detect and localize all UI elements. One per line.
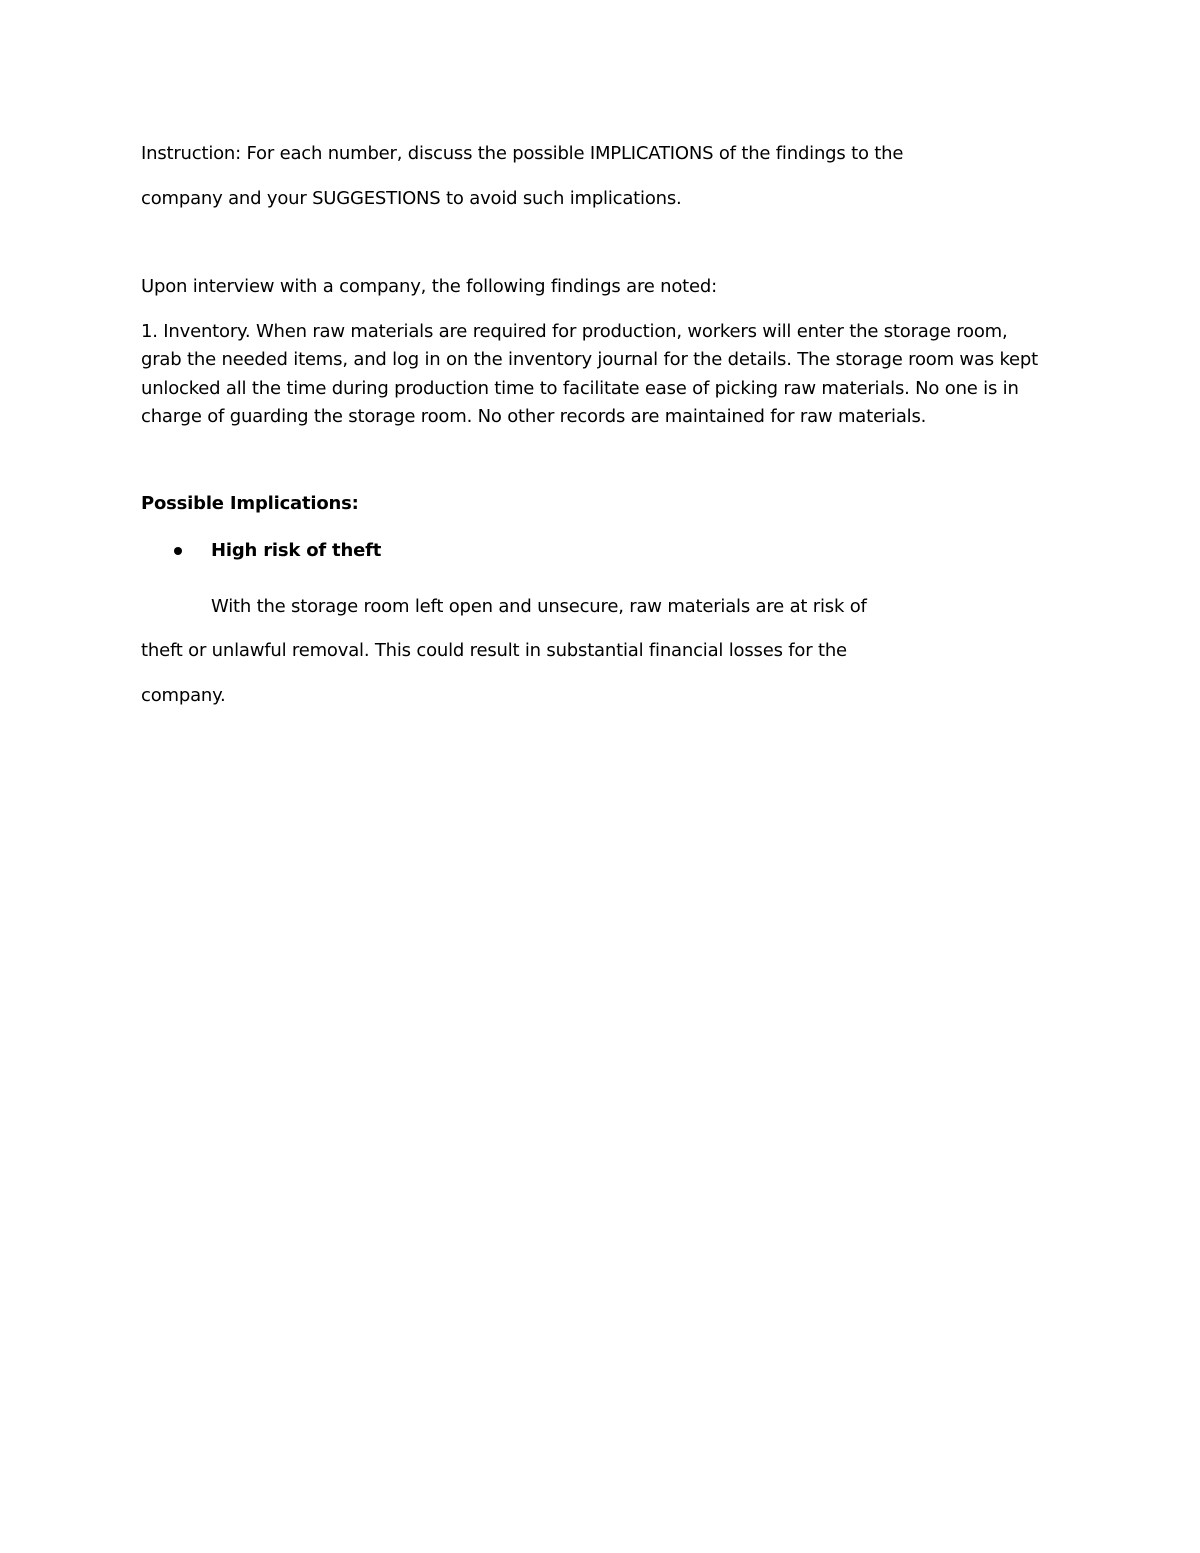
bullet-icon xyxy=(174,547,182,555)
finding-line-3: unlocked all the time during production time to facilitate ease of picking raw materials. No one is in xyxy=(141,378,1019,399)
finding-line-4: charge of guarding the storage room. No other records are maintained for raw materials. xyxy=(141,406,927,427)
implication-paragraph-line-2: theft or unlawful removal. This could result in substantial financial losses for the xyxy=(141,640,847,661)
implications-heading: Possible Implications: xyxy=(141,493,359,514)
intro-text: Upon interview with a company, the following findings are noted: xyxy=(141,276,718,297)
instruction-line-1: Instruction: For each number, discuss the possible IMPLICATIONS of the findings to the xyxy=(141,143,904,164)
finding-line-1: 1. Inventory. When raw materials are required for production, workers will enter the storage room, xyxy=(141,321,1008,342)
bullet-item-theft: High risk of theft xyxy=(211,540,382,561)
implication-paragraph-line-1: With the storage room left open and unsecure, raw materials are at risk of xyxy=(211,596,867,617)
implication-paragraph-line-3: company. xyxy=(141,685,226,706)
finding-line-2: grab the needed items, and log in on the inventory journal for the details. The storage room was kept xyxy=(141,349,1039,370)
instruction-line-2: company and your SUGGESTIONS to avoid such implications. xyxy=(141,188,682,209)
